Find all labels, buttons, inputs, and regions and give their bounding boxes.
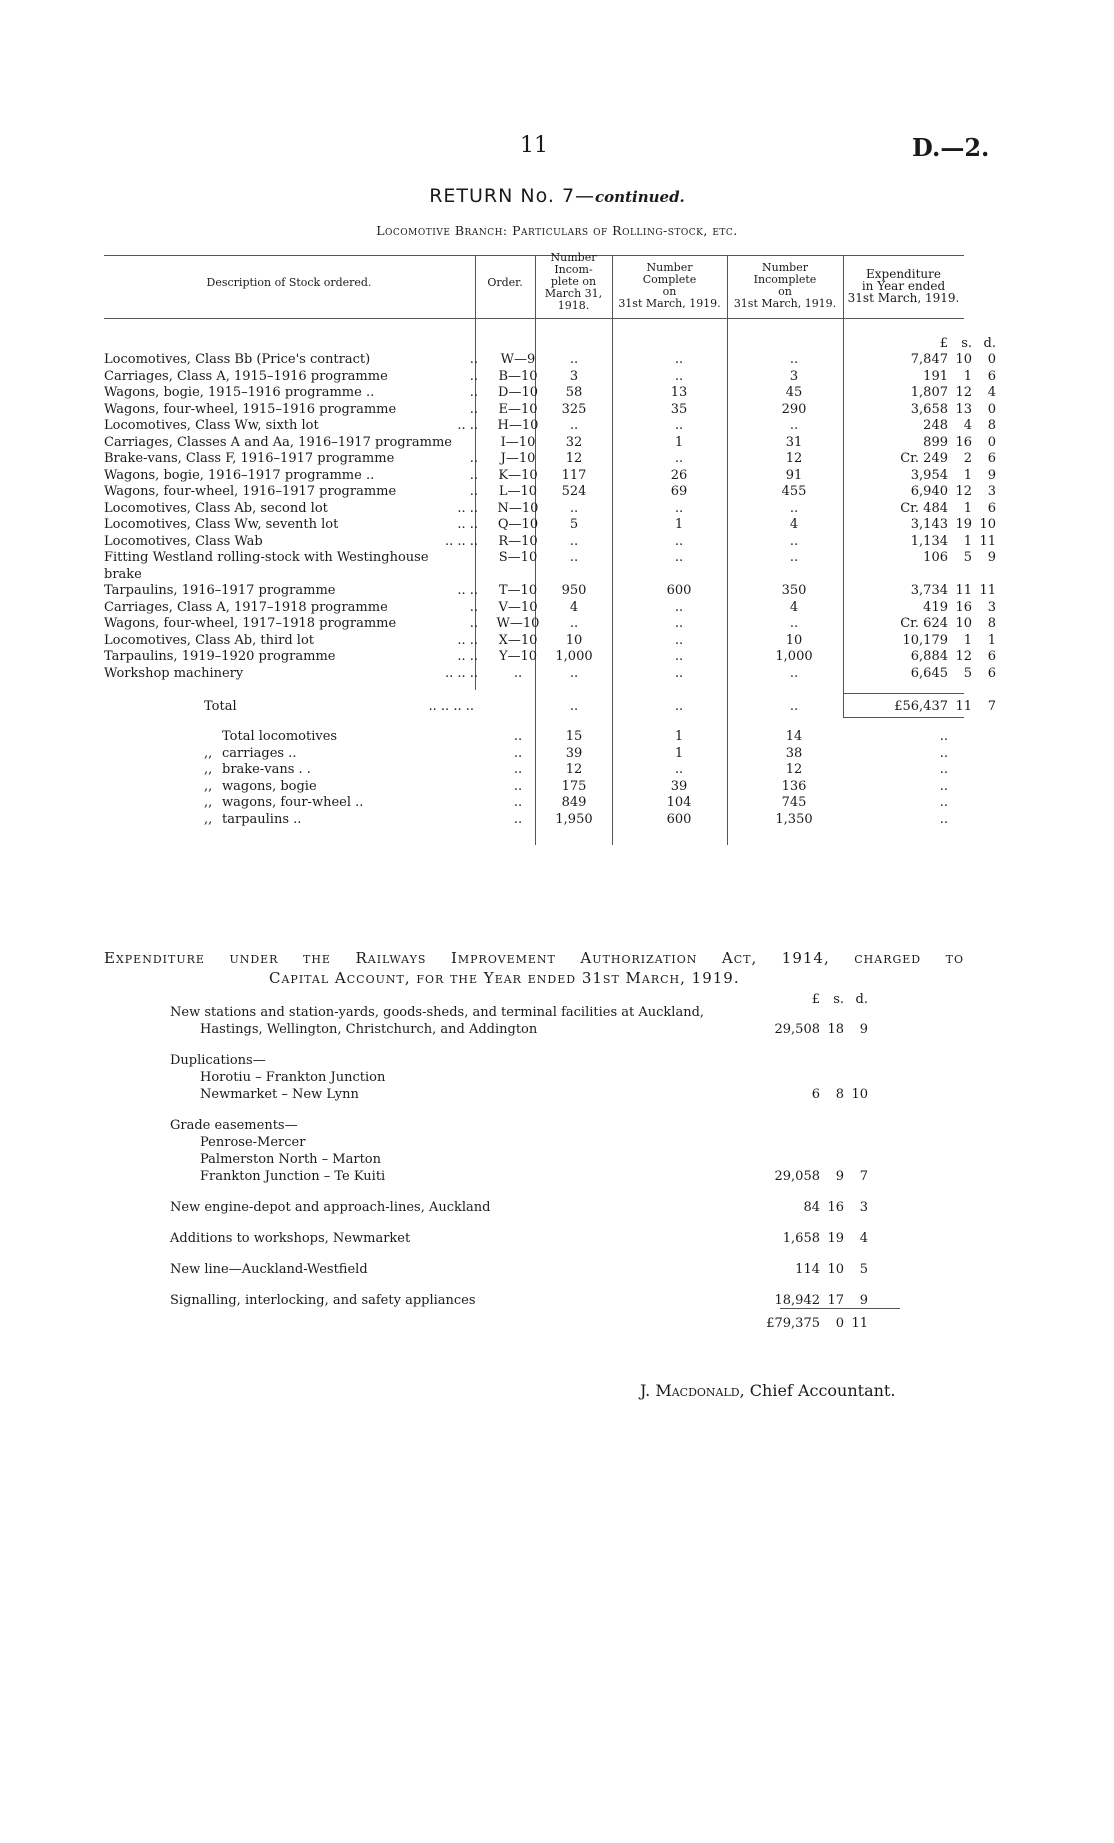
cell-n2: 35: [670, 401, 688, 417]
cell-s: 13: [955, 401, 972, 417]
cell-desc: Locomotives, Class Ww, sixth lot: [104, 418, 319, 433]
cell-n3: ..: [789, 550, 799, 565]
cell-n3: 31: [785, 434, 803, 450]
table-row: [104, 616, 996, 633]
cell-n1: ..: [569, 352, 579, 367]
summary-exp: ..: [939, 811, 948, 827]
cell-n1: ..: [569, 665, 579, 681]
cell-n1: 32: [565, 434, 583, 450]
table-row: [104, 385, 996, 402]
cell-n3: ..: [789, 665, 799, 681]
cell-pd: 6,940: [910, 484, 948, 499]
summary-n2: 104: [666, 795, 692, 810]
summary-exp: ..: [939, 745, 948, 761]
cell-dots: .. .. ..: [444, 665, 478, 681]
summary-n3: 14: [785, 729, 803, 744]
cell-n2: 600: [666, 583, 692, 598]
cell-dots: .. ..: [457, 418, 478, 433]
cell-dots: ..: [469, 599, 478, 615]
cell-desc: Locomotives, Class Ww, seventh lot: [104, 517, 339, 532]
summary-exp: ..: [939, 729, 948, 744]
cell-d: 6: [987, 368, 996, 384]
table-row: [104, 451, 996, 468]
cell-pd: 6,884: [910, 649, 948, 664]
cell-s: 10: [955, 352, 972, 367]
summary-prefix: ,,: [204, 745, 213, 761]
cell-order: T—10: [498, 583, 538, 598]
expenditure-amount-s: 16: [827, 1200, 844, 1215]
summary-n1: 15: [565, 729, 583, 744]
cell-n3: 4: [789, 517, 799, 532]
cell-desc: Carriages, Classes A and Aa, 1916–1917 programme: [104, 434, 452, 450]
summary-order: ..: [513, 745, 523, 761]
cell-n3: 10: [785, 632, 803, 648]
cell-order: E—10: [498, 401, 538, 417]
summary-n3: 1,350: [775, 811, 813, 827]
cell-n3: ..: [789, 616, 799, 631]
expenditure-amount-s: 8: [835, 1087, 844, 1102]
expenditure-amount-pd: 18,942: [774, 1293, 820, 1308]
cell-n1: 1,000: [555, 649, 593, 664]
summary-row: [104, 729, 964, 746]
expenditure-item-text: Penrose-Mercer: [200, 1135, 306, 1150]
cell-dots: ..: [469, 385, 478, 400]
cell-dots: .. ..: [457, 500, 478, 516]
expenditure-title-line2: Capital Account, for the Year ended 31st March, 1919.: [269, 969, 740, 987]
cell-s: 19: [955, 517, 972, 532]
cell-n3: 455: [781, 484, 807, 499]
table-row: [104, 467, 996, 485]
cell-s: 4: [963, 418, 972, 433]
cell-n2: ..: [674, 352, 684, 367]
expenditure-item-text: New engine-depot and approach-lines, Auckland: [170, 1200, 491, 1215]
document-reference: D.—2.: [912, 133, 990, 162]
cell-n2: ..: [674, 368, 684, 384]
cell-s: 12: [955, 385, 972, 400]
cell-n2: 69: [670, 484, 688, 499]
cell-pd: 3,658: [910, 401, 948, 417]
cell-dots: .. ..: [457, 517, 478, 532]
cell-n1: 58: [565, 385, 583, 400]
cell-n2: 1: [674, 434, 684, 450]
expenditure-item-text: Hastings, Wellington, Christchurch, and Addington: [200, 1022, 538, 1037]
cell-d: 6: [987, 649, 996, 664]
header-expenditure: Expenditure in Year ended 31st March, 1919.: [847, 267, 960, 305]
cell-order: I—10: [500, 434, 536, 450]
cell-s: 11: [955, 583, 972, 598]
cell-d: 9: [987, 550, 996, 565]
cell-n1: 10: [565, 632, 583, 648]
expenditure-item-text: New line—Auckland-Westfield: [170, 1262, 368, 1277]
cell-dots: .. ..: [457, 649, 478, 664]
expenditure-amount-d: 9: [859, 1022, 868, 1037]
summary-row: [104, 762, 964, 779]
table-row: [104, 583, 996, 600]
cell-order: R—10: [498, 533, 538, 549]
cell-dots: ..: [469, 352, 478, 367]
cell-order: D—10: [498, 385, 538, 400]
table-row: [104, 352, 996, 369]
summary-n1: 849: [561, 795, 587, 810]
cell-pd: 3,143: [910, 517, 948, 532]
cell-n3: ..: [789, 418, 799, 433]
cell-n3: 12: [785, 451, 803, 466]
page-number: 11: [520, 133, 548, 158]
cell-dots: ..: [469, 451, 478, 466]
cell-n3: 3: [789, 368, 799, 384]
cell-pd: 419: [923, 599, 948, 615]
cell-s: 2: [963, 451, 972, 466]
cell-d: 8: [987, 418, 996, 433]
cell-desc: brake: [104, 566, 142, 582]
cell-d: 6: [987, 500, 996, 516]
cell-n1: ..: [569, 550, 579, 565]
cell-s: 12: [955, 649, 972, 664]
cell-pd: 3,954: [910, 467, 948, 483]
expenditure-amount-pd: 1,658: [782, 1231, 820, 1246]
cell-d: 11: [979, 533, 996, 549]
cell-s: 1: [963, 632, 972, 648]
cell-pd: 7,847: [910, 352, 948, 367]
cell-desc: Carriages, Class A, 1915–1916 programme: [104, 368, 388, 384]
cell-desc: Carriages, Class A, 1917–1918 programme: [104, 599, 388, 615]
header-description: Description of Stock ordered.: [206, 276, 372, 289]
expenditure-amount-s: 17: [827, 1293, 844, 1308]
cell-s: 1: [963, 467, 972, 483]
cell-pd: 10,179: [902, 632, 948, 648]
cell-s: 5: [963, 550, 972, 565]
summary-row: [104, 779, 964, 796]
summary-n1: 1,950: [555, 811, 593, 827]
table-row: [104, 418, 996, 435]
expenditure-amount-pd: 114: [795, 1262, 820, 1277]
summary-n1: 175: [561, 778, 587, 794]
table-row: [104, 368, 996, 386]
cell-n2: ..: [674, 533, 684, 549]
expenditure-item-text: Horotiu – Frankton Junction: [200, 1070, 386, 1085]
cell-n3: 290: [781, 401, 807, 417]
expenditure-amount-d: 4: [859, 1231, 868, 1246]
cell-d: 3: [987, 484, 996, 499]
expenditure-amount-d: 7: [859, 1169, 868, 1184]
table-row: [104, 649, 996, 666]
cell-order: W—9: [500, 352, 536, 367]
summary-order: ..: [513, 778, 523, 794]
expenditure-amount-pd: 29,508: [774, 1022, 820, 1037]
summary-prefix: ,,: [204, 811, 213, 827]
cell-n3: 1,000: [775, 649, 813, 664]
summary-n2: 1: [674, 729, 684, 744]
cell-s: 1: [963, 368, 972, 384]
cell-order: K—10: [498, 467, 538, 483]
cell-desc: Locomotives, Class Ab, second lot: [104, 500, 328, 516]
expenditure-amount-d: 3: [859, 1200, 868, 1215]
cell-d: 6: [987, 451, 996, 466]
expenditure-item-text: Duplications—: [170, 1053, 266, 1068]
cell-pd: Cr. 249: [900, 451, 948, 466]
cell-desc: Locomotives, Class Ab, third lot: [104, 632, 315, 648]
cell-desc: Wagons, four-wheel, 1917–1918 programme: [104, 616, 397, 631]
summary-label: brake-vans . .: [222, 762, 311, 777]
cell-desc: Workshop machinery: [104, 665, 244, 681]
cell-dots: .. ..: [457, 583, 478, 598]
summary-label: Total locomotives: [222, 729, 338, 744]
cell-s: 1: [963, 533, 972, 549]
summary-exp: ..: [939, 778, 948, 794]
summary-label: carriages ..: [222, 745, 297, 761]
cell-order: W—10: [496, 616, 540, 631]
cell-n3: 4: [789, 599, 799, 615]
expenditure-item-text: Grade easements—: [170, 1118, 298, 1133]
cell-n1: ..: [569, 533, 579, 549]
return-title: [0, 185, 1114, 207]
table-total-row: Total .. .. .. .. .. .. .. £56,437 11 7: [204, 699, 996, 714]
expenditure-title: [104, 948, 964, 988]
summary-exp: ..: [939, 762, 948, 777]
table-row: [104, 533, 996, 551]
cell-n2: ..: [674, 616, 684, 631]
cell-desc: Fitting Westland rolling-stock with Westinghouse: [104, 550, 429, 565]
cell-n3: ..: [789, 352, 799, 367]
summary-label: wagons, four-wheel ..: [222, 795, 364, 810]
cell-d: 10: [979, 517, 996, 532]
table-row: [104, 500, 996, 518]
cell-order: L—10: [498, 484, 538, 499]
summary-row: [104, 812, 964, 829]
cell-order: J—10: [500, 451, 536, 466]
cell-n2: ..: [674, 632, 684, 648]
cell-d: 8: [987, 616, 996, 631]
cell-n2: ..: [674, 500, 684, 516]
table-row: [104, 550, 996, 567]
cell-desc: Tarpaulins, 1919–1920 programme: [104, 649, 336, 664]
cell-desc: Locomotives, Class Wab: [104, 533, 263, 549]
cell-n1: ..: [569, 616, 579, 631]
cell-d: 4: [987, 385, 996, 400]
cell-pd: 6,645: [910, 665, 948, 681]
summary-prefix: ,,: [204, 795, 213, 810]
cell-order: Q—10: [497, 517, 539, 532]
summary-n2: ..: [674, 762, 684, 777]
cell-n3: 91: [785, 467, 803, 483]
cell-d: 0: [987, 401, 996, 417]
summary-n3: 745: [781, 795, 807, 810]
cell-desc: Wagons, bogie, 1915–1916 programme ..: [104, 385, 375, 400]
expenditure-amount-pd: 6: [811, 1087, 820, 1102]
expenditure-item-text: New stations and station-yards, goods-sheds, and terminal facilities at Auckland,: [170, 1005, 705, 1020]
cell-pd: 899: [923, 434, 948, 450]
header-number-incomplete-1919: Number Incomplete on 31st March, 1919.: [733, 261, 837, 310]
cell-n2: ..: [674, 451, 684, 466]
cell-d: 6: [987, 665, 996, 681]
cell-n2: 1: [674, 517, 684, 532]
cell-n1: 12: [565, 451, 583, 466]
cell-dots: .. .. ..: [444, 533, 478, 549]
summary-prefix: ,,: [204, 778, 213, 794]
cell-s: 10: [955, 616, 972, 631]
cell-pd: Cr. 624: [900, 616, 948, 631]
cell-n2: 13: [670, 385, 688, 400]
cell-s: 16: [955, 434, 972, 450]
cell-n3: ..: [789, 533, 799, 549]
cell-n1: 117: [561, 467, 587, 483]
header-order: Order.: [487, 276, 523, 289]
summary-n1: 39: [565, 745, 583, 761]
cell-dots: ..: [469, 467, 478, 483]
expenditure-amount-s: 10: [827, 1262, 844, 1277]
cell-n2: ..: [674, 665, 684, 681]
summary-n1: 12: [565, 762, 583, 777]
cell-n1: 5: [569, 517, 579, 532]
cell-n1: 4: [569, 599, 579, 615]
cell-n1: ..: [569, 418, 579, 433]
cell-pd: 1,134: [910, 533, 948, 549]
cell-order: N—10: [497, 500, 539, 516]
expenditure-item-text: Newmarket – New Lynn: [200, 1087, 359, 1102]
cell-s: 5: [963, 665, 972, 681]
expenditure-amount-d: 10: [851, 1087, 868, 1102]
cell-order: ..: [513, 665, 523, 681]
summary-n3: 12: [785, 762, 803, 777]
cell-order: X—10: [498, 632, 538, 648]
cell-order: S—10: [498, 550, 538, 565]
summary-label: wagons, bogie: [222, 778, 317, 794]
cell-d: 1: [987, 632, 996, 648]
table-row: [104, 567, 964, 584]
cell-n2: 26: [670, 467, 688, 483]
cell-desc: Tarpaulins, 1916–1917 programme: [104, 583, 336, 598]
expenditure-amount-s: 18: [827, 1022, 844, 1037]
cell-order: Y—10: [498, 649, 538, 664]
cell-n2: ..: [674, 418, 684, 433]
cell-pd: 3,734: [910, 583, 948, 598]
cell-n1: ..: [569, 500, 579, 516]
cell-dots: .. ..: [457, 632, 478, 648]
cell-order: V—10: [498, 599, 538, 615]
cell-n2: ..: [674, 649, 684, 664]
table-row: [104, 434, 996, 452]
header-number-complete-1919: Number Complete on 31st March, 1919.: [618, 261, 721, 310]
expenditure-item-text: Signalling, interlocking, and safety appliances: [170, 1293, 476, 1308]
summary-label: tarpaulins ..: [222, 811, 302, 827]
summary-row: [104, 746, 964, 763]
summary-row: [104, 795, 964, 812]
cell-s: 1: [963, 500, 972, 516]
summary-n3: 136: [781, 778, 807, 794]
summary-n2: 1: [674, 745, 684, 761]
table-row: [104, 665, 996, 683]
cell-n1: 950: [561, 583, 587, 598]
cell-s: 12: [955, 484, 972, 499]
cell-desc: Wagons, four-wheel, 1916–1917 programme: [104, 484, 397, 499]
cell-n1: 3: [569, 368, 579, 384]
expenditure-amount-s: 19: [827, 1231, 844, 1246]
cell-pd: Cr. 484: [900, 500, 948, 516]
cell-d: 9: [987, 467, 996, 483]
expenditure-amount-pd: 29,058: [774, 1169, 820, 1184]
cell-dots: ..: [469, 616, 478, 631]
return-title-cont: continued.: [595, 188, 685, 206]
cell-desc: Locomotives, Class Bb (Price's contract): [104, 352, 371, 367]
summary-order: ..: [513, 729, 523, 744]
expenditure-amount-s: 9: [835, 1169, 844, 1184]
summary-exp: ..: [939, 795, 948, 810]
cell-pd: 191: [923, 368, 948, 384]
summary-order: ..: [513, 795, 523, 810]
header-number-incomplete-1918: Number Incom- plete on March 31, 1918.: [544, 251, 603, 312]
expenditure-item-text: Additions to workshops, Newmarket: [170, 1231, 411, 1246]
cell-d: 0: [987, 352, 996, 367]
summary-n2: 39: [670, 778, 688, 794]
currency-heading: £ s. d.: [939, 336, 996, 351]
table-row: [104, 484, 996, 501]
cell-order: B—10: [498, 368, 538, 384]
signature-title: Chief Accountant.: [749, 1381, 896, 1400]
cell-order: H—10: [497, 418, 539, 433]
summary-prefix: ,,: [204, 762, 213, 777]
cell-s: 16: [955, 599, 972, 615]
summary-n2: 600: [666, 811, 692, 827]
expenditure-amount-d: 5: [859, 1262, 868, 1277]
cell-n3: 45: [785, 385, 803, 400]
cell-n3: 350: [781, 583, 807, 598]
cell-d: 0: [987, 434, 996, 450]
table-row: [104, 632, 996, 650]
return-title-main: RETURN No. 7—: [429, 185, 596, 207]
cell-n1: 325: [561, 401, 587, 417]
cell-dots: ..: [469, 484, 478, 499]
expenditure-item-text: Frankton Junction – Te Kuiti: [200, 1169, 386, 1184]
table-row: [104, 517, 996, 534]
table-row: [104, 599, 996, 617]
cell-n2: ..: [674, 550, 684, 565]
cell-n2: ..: [674, 599, 684, 615]
summary-order: ..: [513, 811, 523, 827]
cell-desc: Brake-vans, Class F, 1916–1917 programme: [104, 451, 395, 466]
cell-d: 11: [979, 583, 996, 598]
expenditure-title-line1: Expenditure under the Railways Improvement Authorization Act, 1914, charged to: [104, 949, 964, 967]
signature: [640, 1381, 895, 1400]
expenditure-amount-d: 9: [859, 1293, 868, 1308]
table-row: [104, 401, 996, 419]
expenditure-amount-pd: 84: [803, 1200, 820, 1215]
signature-name: J. Macdonald,: [640, 1381, 745, 1400]
return-subtitle: Locomotive Branch: Particulars of Rolling-stock, etc.: [376, 223, 738, 238]
cell-pd: 106: [923, 550, 948, 565]
cell-dots: ..: [469, 401, 478, 417]
cell-pd: 1,807: [910, 385, 948, 400]
cell-desc: Wagons, bogie, 1916–1917 programme ..: [104, 467, 375, 483]
cell-n1: 524: [561, 484, 587, 499]
cell-n3: ..: [789, 500, 799, 516]
expenditure-item-text: Palmerston North – Marton: [200, 1152, 382, 1167]
cell-desc: Wagons, four-wheel, 1915–1916 programme: [104, 401, 397, 417]
cell-d: 3: [987, 599, 996, 615]
summary-n3: 38: [785, 745, 803, 761]
cell-pd: 248: [923, 418, 948, 433]
summary-order: ..: [513, 762, 523, 777]
cell-dots: ..: [469, 368, 478, 384]
